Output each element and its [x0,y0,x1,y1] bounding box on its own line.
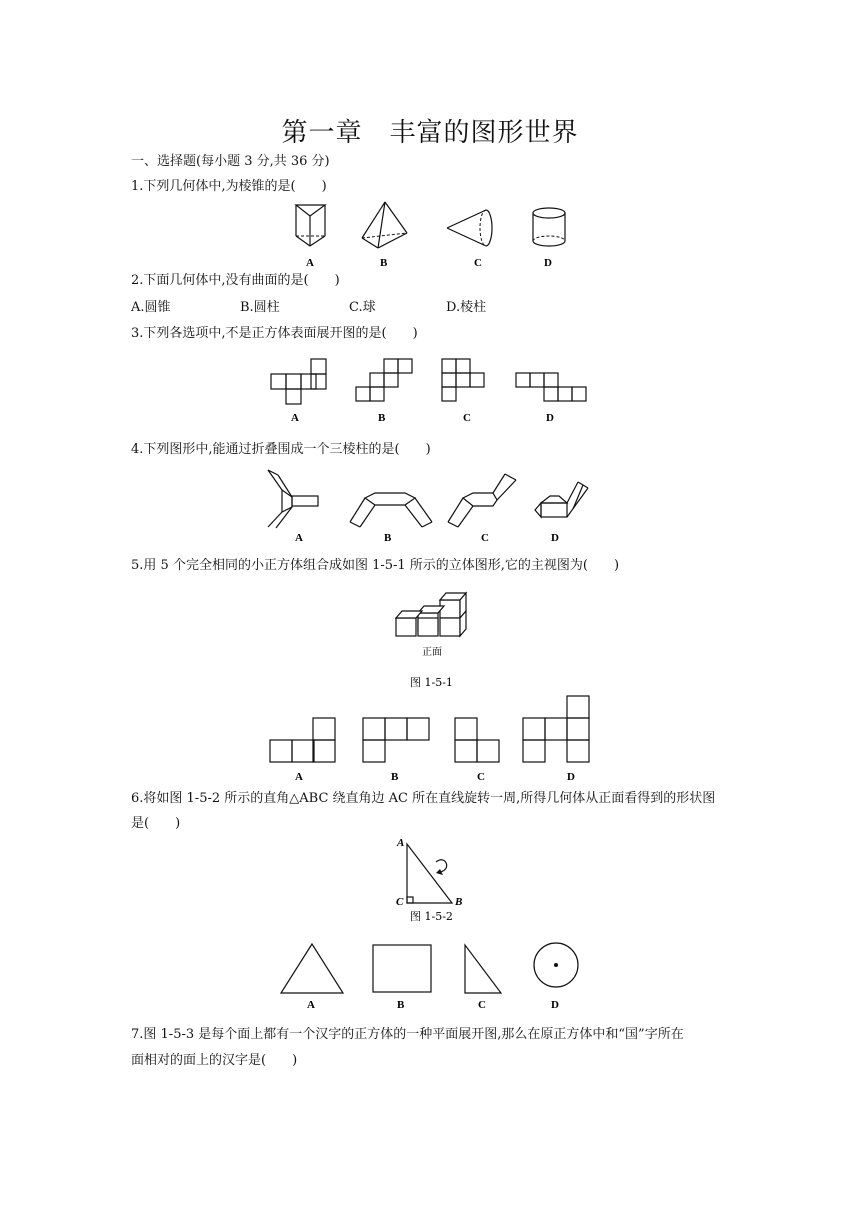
q6-label-a: A [307,999,315,1011]
question-1-text: 1.下列几何体中,为棱锥的是( ) [131,179,327,194]
q6-option-circle [534,943,578,987]
q1-label-a: A [306,257,314,269]
q5-label-c: C [477,771,485,783]
q6-label-d: D [551,999,559,1011]
q1-label-c: C [474,257,482,269]
section-heading: 一、选择题(每小题 3 分,共 36 分) [131,154,330,169]
question-5-text: 5.用 5 个完全相同的小正方体组合成如图 1-5-1 所示的立体图形,它的主视图为( ) [131,558,620,573]
q5-label-a: A [295,771,303,783]
q3-label-b: B [378,412,386,424]
q4-label-c: C [481,532,489,544]
q5-figure-caption: 图 1-5-1 [410,676,453,689]
question-4-text: 4.下列图形中,能通过折叠围成一个三棱柱的是( ) [131,442,431,457]
q2-option-c: C.球 [349,300,376,315]
q6-vertex-b: B [455,896,463,908]
q6-option-triangle [281,944,343,993]
q5-label-d: D [567,771,575,783]
q3-label-a: A [291,412,299,424]
q6-label-c: C [478,999,486,1011]
q6-vertex-c: C [396,896,404,908]
q6-option-right-triangle [465,945,501,993]
q1-label-d: D [544,257,552,269]
question-7-text-line1: 7.图 1-5-3 是每个面上都有一个汉字的正方体的一种平面展开图,那么在原正方体中和“国”字所在 [131,1027,684,1042]
q2-option-d: D.棱柱 [446,300,487,315]
page-title: 第一章 丰富的图形世界 [281,118,579,148]
q3-label-c: C [463,412,471,424]
q4-label-b: B [384,532,392,544]
q3-label-d: D [546,412,554,424]
q6-vertex-a: A [397,837,405,849]
question-2-text: 2.下面几何体中,没有曲面的是( ) [131,273,340,288]
question-6-text-line1: 6.将如图 1-5-2 所示的直角△ABC 绕直角边 AC 所在直线旋转一周,所得几何体从正面看得到的形状图 [131,791,716,806]
q2-option-a: A.圆锥 [131,300,171,315]
q2-option-b: B.圆柱 [240,300,280,315]
q6-label-b: B [397,999,405,1011]
q4-label-a: A [295,532,303,544]
q4-label-d: D [551,532,559,544]
q6-option-rectangle [373,945,431,992]
q1-label-b: B [380,257,388,269]
question-3-text: 3.下列各选项中,不是正方体表面展开图的是( ) [131,326,418,341]
q5-front-label: 正面 [422,647,442,658]
question-7-text-line2: 面相对的面上的汉字是( ) [131,1053,298,1068]
q5-label-b: B [391,771,399,783]
q6-figure-caption: 图 1-5-2 [410,910,453,923]
question-6-text-line2: 是( ) [131,816,181,831]
